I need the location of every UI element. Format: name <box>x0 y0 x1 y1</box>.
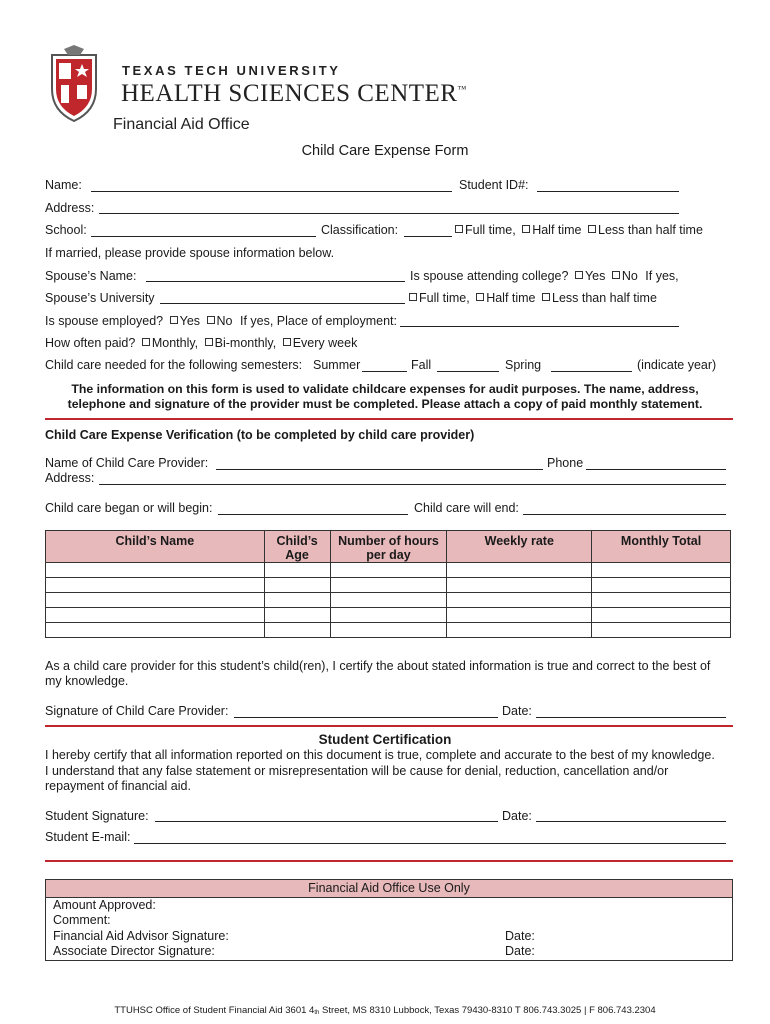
section-divider <box>45 860 733 862</box>
table-cell[interactable] <box>264 578 330 593</box>
table-cell[interactable] <box>592 608 731 623</box>
spouse-enrollment-options: Full time, Half time Less than half time <box>406 291 657 305</box>
table-cell[interactable] <box>330 608 447 623</box>
checkbox-icon[interactable] <box>542 293 550 301</box>
provider-date-field[interactable] <box>536 717 726 718</box>
classification-field[interactable] <box>404 236 452 237</box>
spouse-university-label: Spouse’s University <box>45 291 155 305</box>
table-cell[interactable] <box>330 593 447 608</box>
table-cell[interactable] <box>592 623 731 638</box>
table-cell[interactable] <box>46 563 265 578</box>
advisor-date-label: Date: <box>505 929 535 943</box>
student-email-field[interactable] <box>134 843 726 844</box>
table-cell[interactable] <box>264 608 330 623</box>
column-header: Number of hours per day <box>330 531 447 563</box>
checkbox-icon[interactable] <box>283 338 291 346</box>
office-use-box <box>45 879 733 961</box>
care-end-field[interactable] <box>523 514 726 515</box>
classification-label: Classification: <box>321 223 399 237</box>
provider-cert-line-1: As a child care provider for this student’s child(ren), I certify the about stated information is true and correct to the best of <box>45 659 711 673</box>
table-cell[interactable] <box>592 563 731 578</box>
table-cell[interactable] <box>447 608 592 623</box>
semesters-label: Child care needed for the following semesters: <box>45 358 303 372</box>
checkbox-icon[interactable] <box>588 225 596 233</box>
table-row <box>46 563 731 578</box>
column-header: Child’s Name <box>46 531 265 563</box>
provider-date-label: Date: <box>502 704 532 718</box>
employment-place-field[interactable] <box>400 326 679 327</box>
pay-frequency: How often paid? Monthly, Bi-monthly, Every week <box>45 336 358 350</box>
column-header: Child’s Age <box>264 531 330 563</box>
provider-signature-field[interactable] <box>234 717 498 718</box>
comment-label: Comment: <box>53 913 111 927</box>
table-cell[interactable] <box>46 623 265 638</box>
care-begin-label: Child care began or will begin: <box>45 501 213 515</box>
student-cert-line-3: repayment of financial aid. <box>45 779 191 793</box>
section-divider <box>45 418 733 420</box>
table-cell[interactable] <box>330 578 447 593</box>
student-cert-line-1: I hereby certify that all information reported on this document is true, complete and accurate to the best of my knowledge. <box>45 748 715 762</box>
spouse-college-question: Is spouse attending college? Yes No If yes, <box>410 269 679 283</box>
checkbox-icon[interactable] <box>612 271 620 279</box>
table-row <box>46 608 731 623</box>
care-end-label: Child care will end: <box>414 501 519 515</box>
fall-field[interactable] <box>437 371 499 372</box>
checkbox-icon[interactable] <box>207 316 215 324</box>
column-header: Weekly rate <box>447 531 592 563</box>
table-row <box>46 593 731 608</box>
spouse-university-field[interactable] <box>160 303 405 304</box>
checkbox-icon[interactable] <box>522 225 530 233</box>
spouse-employed-question: Is spouse employed? Yes No If yes, Place of employment: <box>45 314 397 328</box>
notice-line-1: The information on this form is used to validate childcare expenses for audit purposes. The name, address, <box>71 382 699 396</box>
center-name: HEALTH SCIENCES CENTER™ <box>121 80 467 107</box>
checkbox-icon[interactable] <box>455 225 463 233</box>
table-cell[interactable] <box>447 578 592 593</box>
student-id-field[interactable] <box>537 191 679 192</box>
name-field[interactable] <box>91 191 452 192</box>
school-label: School: <box>45 223 87 237</box>
indicate-year-note: (indicate year) <box>637 358 717 372</box>
provider-name-label: Name of Child Care Provider: <box>45 456 209 470</box>
checkbox-icon[interactable] <box>409 293 417 301</box>
column-header: Monthly Total <box>592 531 731 563</box>
office-use-heading: Financial Aid Office Use Only <box>46 880 732 898</box>
address-label: Address: <box>45 201 95 215</box>
table-cell[interactable] <box>592 593 731 608</box>
table-cell[interactable] <box>264 593 330 608</box>
address-field[interactable] <box>99 213 679 214</box>
phone-label: Phone <box>547 456 584 470</box>
verification-heading: Child Care Expense Verification (to be completed by child care provider) <box>45 428 475 442</box>
checkbox-icon[interactable] <box>575 271 583 279</box>
care-begin-field[interactable] <box>218 514 408 515</box>
spring-field[interactable] <box>551 371 632 372</box>
table-cell[interactable] <box>46 593 265 608</box>
form-title: Child Care Expense Form <box>301 143 469 159</box>
table-row <box>46 623 731 638</box>
table-cell[interactable] <box>447 563 592 578</box>
associate-signature-label: Associate Director Signature: <box>53 944 215 958</box>
table-header-row <box>46 531 731 563</box>
advisor-signature-label: Financial Aid Advisor Signature: <box>53 929 229 943</box>
name-label: Name: <box>45 178 82 192</box>
table-cell[interactable] <box>46 608 265 623</box>
summer-field[interactable] <box>362 371 407 372</box>
spring-label: Spring <box>505 358 542 372</box>
student-date-field[interactable] <box>536 821 726 822</box>
provider-cert-line-2: my knowledge. <box>45 674 129 688</box>
fall-label: Fall <box>411 358 432 372</box>
summer-label: Summer <box>313 358 361 372</box>
table-cell[interactable] <box>592 578 731 593</box>
provider-signature-label: Signature of Child Care Provider: <box>45 704 229 718</box>
office-name: Financial Aid Office <box>113 116 250 133</box>
table-cell[interactable] <box>330 623 447 638</box>
checkbox-icon[interactable] <box>476 293 484 301</box>
phone-field[interactable] <box>586 469 726 470</box>
checkbox-icon[interactable] <box>170 316 178 324</box>
checkbox-icon[interactable] <box>142 338 150 346</box>
student-signature-label: Student Signature: <box>45 809 149 823</box>
section-divider <box>45 725 733 727</box>
provider-address-field[interactable] <box>99 484 726 485</box>
footer-address: TTUHSC Office of Student Financial Aid 3601 4th Street, MS 8310 Lubbock, Texas 79430-8310 T 806.743.3025 | F 806.743.2304 <box>114 1005 656 1016</box>
university-seal-icon <box>44 45 104 123</box>
married-note: If married, please provide spouse information below. <box>45 246 335 260</box>
enrollment-options: Full time, Half time Less than half time <box>452 223 703 237</box>
student-cert-heading: Student Certification <box>318 732 452 747</box>
table-cell[interactable] <box>447 623 592 638</box>
table-row <box>46 578 731 593</box>
student-signature-field[interactable] <box>155 821 498 822</box>
spouse-name-label: Spouse’s Name: <box>45 269 137 283</box>
student-email-label: Student E-mail: <box>45 830 131 844</box>
table-cell[interactable] <box>264 563 330 578</box>
associate-date-label: Date: <box>505 944 535 958</box>
school-field[interactable] <box>91 236 316 237</box>
table-cell[interactable] <box>46 578 265 593</box>
children-table <box>45 530 731 638</box>
spouse-name-field[interactable] <box>146 281 405 282</box>
table-cell[interactable] <box>264 623 330 638</box>
checkbox-icon[interactable] <box>205 338 213 346</box>
amount-approved-label: Amount Approved: <box>53 898 156 912</box>
student-date-label: Date: <box>502 809 532 823</box>
table-cell[interactable] <box>330 563 447 578</box>
provider-name-field[interactable] <box>216 469 543 470</box>
notice-line-2: telephone and signature of the provider must be completed. Please attach a copy of paid monthly statement. <box>67 397 703 411</box>
student-cert-line-2: I understand that any false statement or misrepresentation will be cause for denial, reduction, cancellation and/or <box>45 764 669 778</box>
student-id-label: Student ID#: <box>459 178 529 192</box>
university-name: TEXAS TECH UNIVERSITY <box>122 63 341 78</box>
table-cell[interactable] <box>447 593 592 608</box>
provider-address-label: Address: <box>45 471 95 485</box>
